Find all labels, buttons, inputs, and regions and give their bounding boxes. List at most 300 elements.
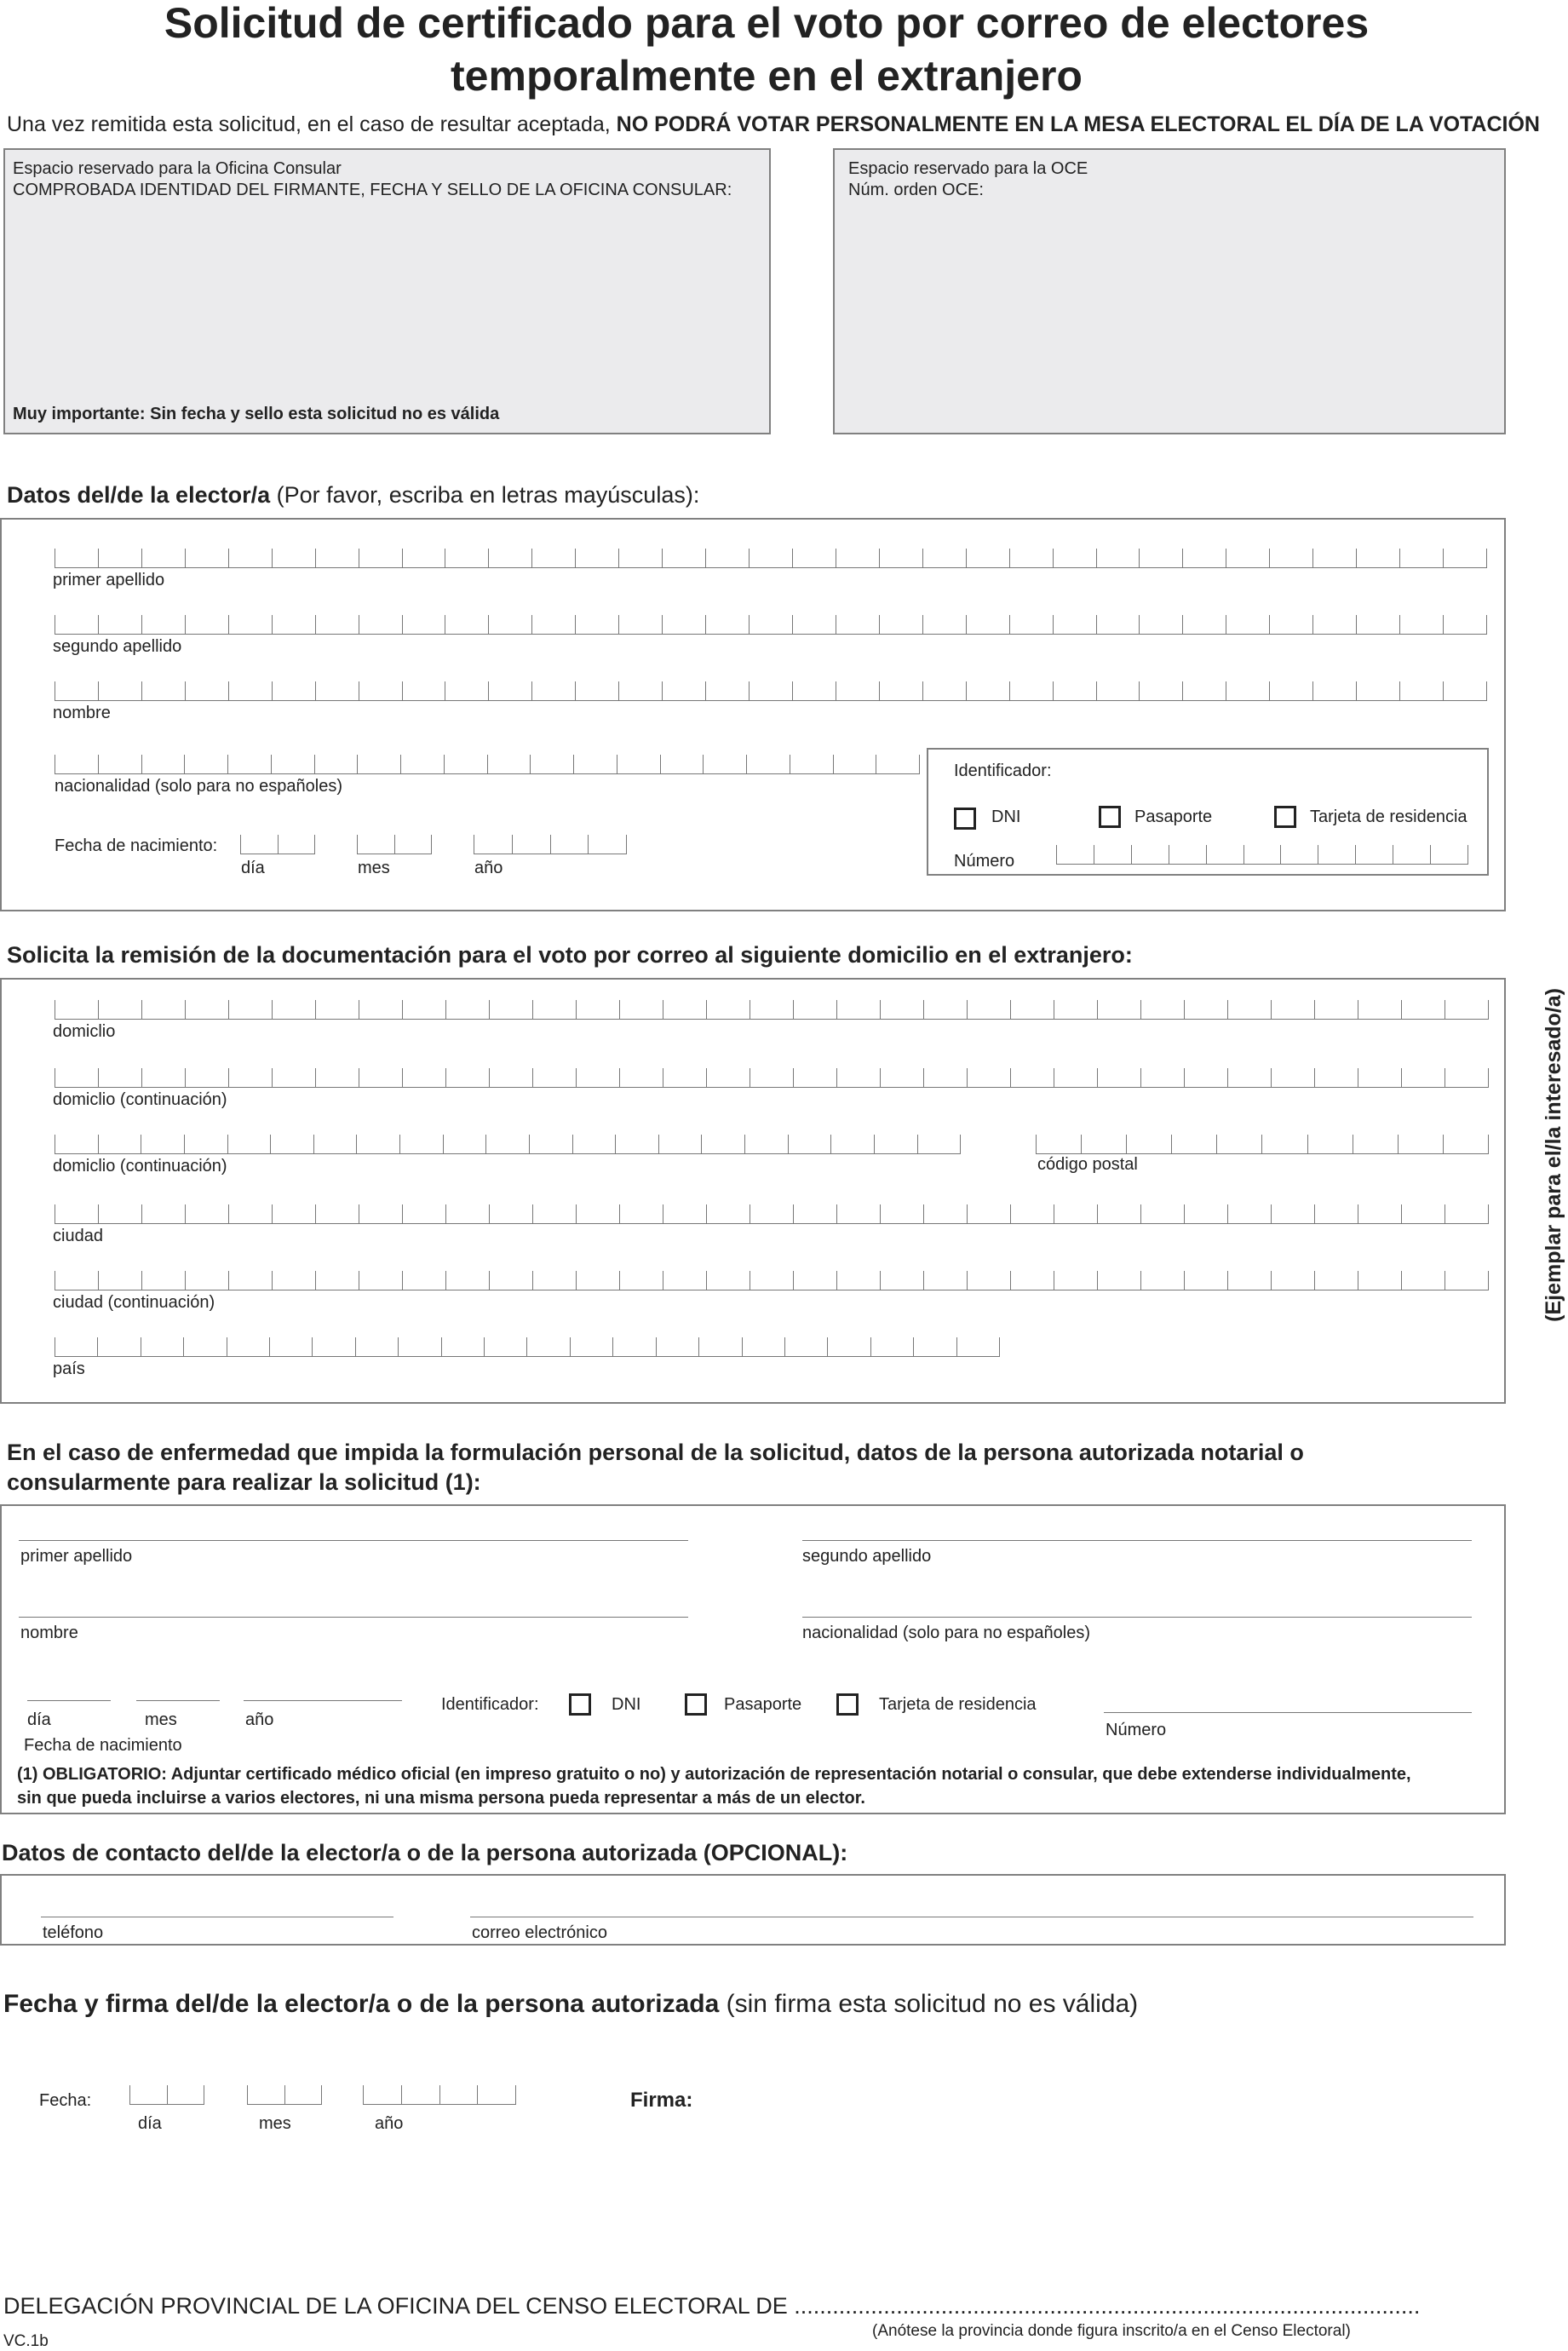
char-cell[interactable] [227,755,271,773]
char-cell[interactable] [399,1135,443,1153]
char-cell[interactable] [1010,1271,1054,1290]
char-cell[interactable] [573,755,617,773]
char-cell[interactable] [531,615,575,634]
char-cell[interactable] [315,1204,359,1223]
char-cell[interactable] [227,1337,269,1356]
char-cell[interactable] [98,681,141,700]
char-cell[interactable] [315,1000,359,1019]
char-cell[interactable] [588,835,627,854]
char-cell[interactable] [184,1135,227,1153]
char-cell[interactable] [619,1204,663,1223]
char-cell[interactable] [1271,1204,1314,1223]
char-cell[interactable] [1140,1204,1184,1223]
char-cell[interactable] [355,1337,398,1356]
char-cell[interactable] [55,1068,98,1087]
char-cell[interactable] [663,1000,706,1019]
auth-second-surname-field[interactable] [802,1540,1472,1541]
char-cell[interactable] [1314,1000,1358,1019]
postal-code-field[interactable] [1036,1135,1489,1154]
sign-month-field[interactable] [247,2085,322,2105]
char-cell[interactable] [530,755,573,773]
char-cell[interactable] [1216,1135,1261,1153]
char-cell[interactable] [359,615,402,634]
char-cell[interactable] [575,615,618,634]
char-cell[interactable] [1401,1271,1445,1290]
char-cell[interactable] [1226,549,1269,567]
char-cell[interactable] [1312,681,1356,700]
char-cell[interactable] [489,1271,532,1290]
char-cell[interactable] [1269,549,1312,567]
char-cell[interactable] [532,1068,576,1087]
auth-first-surname-field[interactable] [19,1540,688,1541]
char-cell[interactable] [1096,681,1140,700]
char-cell[interactable] [489,1000,532,1019]
char-cell[interactable] [576,1204,619,1223]
char-cell[interactable] [141,1135,184,1153]
char-cell[interactable] [185,681,228,700]
char-cell[interactable] [357,755,400,773]
char-cell[interactable] [1356,681,1399,700]
char-cell[interactable] [618,615,662,634]
char-cell[interactable] [402,1271,445,1290]
char-cell[interactable] [98,1068,141,1087]
char-cell[interactable] [141,681,185,700]
char-cell[interactable] [484,1337,526,1356]
char-cell[interactable] [98,549,141,567]
char-cell[interactable] [750,1000,793,1019]
char-cell[interactable] [98,1135,141,1153]
char-cell[interactable] [836,615,879,634]
char-cell[interactable] [1097,1204,1140,1223]
auth-month-field[interactable] [136,1700,220,1701]
char-cell[interactable] [1443,1135,1489,1153]
char-cell[interactable] [703,755,746,773]
char-cell[interactable] [658,1135,702,1153]
char-cell[interactable] [662,615,705,634]
char-cell[interactable] [1184,1204,1227,1223]
char-cell[interactable] [792,615,836,634]
char-cell[interactable] [793,1271,836,1290]
char-cell[interactable] [1010,1068,1054,1087]
char-cell[interactable] [1356,615,1399,634]
char-cell[interactable] [185,615,228,634]
char-cell[interactable] [532,1000,576,1019]
auth-name-field[interactable] [19,1617,688,1618]
char-cell[interactable] [1314,1204,1358,1223]
char-cell[interactable] [445,681,488,700]
auth-residence-card-checkbox[interactable] [836,1693,859,1716]
char-cell[interactable] [445,1068,489,1087]
char-cell[interactable] [922,681,966,700]
char-cell[interactable] [836,1068,880,1087]
char-cell[interactable] [1053,681,1096,700]
auth-dni-checkbox[interactable] [569,1693,591,1716]
char-cell[interactable] [228,681,272,700]
char-cell[interactable] [1053,549,1096,567]
char-cell[interactable] [1226,681,1269,700]
char-cell[interactable] [445,1000,489,1019]
char-cell[interactable] [1269,681,1312,700]
char-cell[interactable] [706,1000,750,1019]
char-cell[interactable] [240,835,278,854]
char-cell[interactable] [750,1204,793,1223]
char-cell[interactable] [359,681,402,700]
char-cell[interactable] [400,755,444,773]
char-cell[interactable] [359,1068,402,1087]
char-cell[interactable] [836,1000,880,1019]
char-cell[interactable] [272,1271,315,1290]
char-cell[interactable] [1139,681,1182,700]
char-cell[interactable] [1280,845,1318,864]
char-cell[interactable] [531,549,575,567]
char-cell[interactable] [793,1204,836,1223]
char-cell[interactable] [1096,615,1140,634]
char-cell[interactable] [742,1337,784,1356]
char-cell[interactable] [618,681,662,700]
char-cell[interactable] [879,681,922,700]
char-cell[interactable] [314,755,358,773]
char-cell[interactable] [526,1337,569,1356]
char-cell[interactable] [792,681,836,700]
char-cell[interactable] [749,681,792,700]
char-cell[interactable] [477,2085,516,2104]
char-cell[interactable] [1009,615,1053,634]
char-cell[interactable] [619,1000,663,1019]
char-cell[interactable] [271,755,314,773]
first-surname-field[interactable] [55,549,1487,568]
char-cell[interactable] [532,1271,576,1290]
char-cell[interactable] [1010,1204,1054,1223]
char-cell[interactable] [185,1068,228,1087]
char-cell[interactable] [913,1337,956,1356]
char-cell[interactable] [1445,1068,1489,1087]
char-cell[interactable] [443,1135,486,1153]
char-cell[interactable] [55,549,98,567]
char-cell[interactable] [967,1271,1010,1290]
char-cell[interactable] [662,549,705,567]
char-cell[interactable] [357,835,394,854]
char-cell[interactable] [269,1337,312,1356]
char-cell[interactable] [1010,1000,1054,1019]
char-cell[interactable] [185,1271,228,1290]
char-cell[interactable] [966,615,1009,634]
char-cell[interactable] [1443,549,1487,567]
char-cell[interactable] [315,615,359,634]
char-cell[interactable] [98,755,141,773]
char-cell[interactable] [1182,615,1226,634]
char-cell[interactable] [1227,1068,1271,1087]
char-cell[interactable] [1140,1271,1184,1290]
char-cell[interactable] [923,1068,967,1087]
char-cell[interactable] [532,1204,576,1223]
nationality-field[interactable] [55,755,920,774]
city-field[interactable] [55,1204,1489,1224]
char-cell[interactable] [141,1000,185,1019]
char-cell[interactable] [97,1337,140,1356]
second-surname-field[interactable] [55,615,1487,635]
auth-id-number-field[interactable] [1104,1712,1472,1713]
char-cell[interactable] [55,681,98,700]
char-cell[interactable] [272,1204,315,1223]
char-cell[interactable] [55,1000,98,1019]
char-cell[interactable] [1140,1000,1184,1019]
char-cell[interactable] [923,1271,967,1290]
char-cell[interactable] [55,1135,98,1153]
char-cell[interactable] [315,1271,359,1290]
char-cell[interactable] [1206,845,1243,864]
char-cell[interactable] [55,615,98,634]
char-cell[interactable] [793,1000,836,1019]
char-cell[interactable] [967,1204,1010,1223]
char-cell[interactable] [1171,1135,1216,1153]
char-cell[interactable] [1227,1204,1271,1223]
char-cell[interactable] [1126,1135,1171,1153]
dni-checkbox[interactable] [954,808,976,830]
residence-card-checkbox[interactable] [1274,806,1296,828]
char-cell[interactable] [228,1000,272,1019]
char-cell[interactable] [55,755,98,773]
char-cell[interactable] [923,1204,967,1223]
domicile-field[interactable] [55,1000,1489,1020]
char-cell[interactable] [315,681,359,700]
char-cell[interactable] [705,549,749,567]
char-cell[interactable] [402,681,445,700]
char-cell[interactable] [183,1337,226,1356]
char-cell[interactable] [1054,1000,1097,1019]
char-cell[interactable] [967,1068,1010,1087]
char-cell[interactable] [394,835,433,854]
char-cell[interactable] [141,755,185,773]
char-cell[interactable] [227,1135,271,1153]
char-cell[interactable] [445,615,488,634]
char-cell[interactable] [1443,615,1487,634]
char-cell[interactable] [576,1068,619,1087]
char-cell[interactable] [402,1204,445,1223]
char-cell[interactable] [618,549,662,567]
char-cell[interactable] [401,2085,439,2104]
char-cell[interactable] [315,1068,359,1087]
char-cell[interactable] [1399,681,1443,700]
char-cell[interactable] [402,615,445,634]
char-cell[interactable] [575,549,618,567]
char-cell[interactable] [1271,1068,1314,1087]
char-cell[interactable] [247,2085,284,2104]
char-cell[interactable] [1318,845,1355,864]
char-cell[interactable] [141,549,185,567]
birth-day-field[interactable] [240,835,315,854]
char-cell[interactable] [445,1271,489,1290]
char-cell[interactable] [98,1271,141,1290]
char-cell[interactable] [1399,549,1443,567]
char-cell[interactable] [790,755,833,773]
char-cell[interactable] [312,1337,354,1356]
char-cell[interactable] [1312,615,1356,634]
char-cell[interactable] [1307,1135,1353,1153]
char-cell[interactable] [917,1135,962,1153]
char-cell[interactable] [402,1000,445,1019]
char-cell[interactable] [1056,845,1094,864]
char-cell[interactable] [512,835,550,854]
char-cell[interactable] [749,549,792,567]
char-cell[interactable] [662,681,705,700]
auth-passport-checkbox[interactable] [685,1693,707,1716]
char-cell[interactable] [141,1068,185,1087]
char-cell[interactable] [489,1068,532,1087]
char-cell[interactable] [550,835,589,854]
char-cell[interactable] [1097,1068,1140,1087]
char-cell[interactable] [1261,1135,1307,1153]
char-cell[interactable] [1036,1135,1081,1153]
id-number-field[interactable] [1056,845,1468,865]
char-cell[interactable] [228,549,272,567]
char-cell[interactable] [698,1337,741,1356]
char-cell[interactable] [1053,615,1096,634]
name-field[interactable] [55,681,1487,701]
char-cell[interactable] [141,1271,185,1290]
char-cell[interactable] [1401,1204,1445,1223]
char-cell[interactable] [870,1337,913,1356]
char-cell[interactable] [278,835,316,854]
char-cell[interactable] [98,615,141,634]
char-cell[interactable] [402,549,445,567]
char-cell[interactable] [1009,681,1053,700]
char-cell[interactable] [749,615,792,634]
char-cell[interactable] [656,1337,698,1356]
auth-day-field[interactable] [27,1700,111,1701]
char-cell[interactable] [1097,1271,1140,1290]
char-cell[interactable] [617,755,660,773]
passport-checkbox[interactable] [1099,806,1121,828]
char-cell[interactable] [619,1068,663,1087]
char-cell[interactable] [1169,845,1206,864]
char-cell[interactable] [923,1000,967,1019]
char-cell[interactable] [359,1204,402,1223]
char-cell[interactable] [744,1135,788,1153]
char-cell[interactable] [529,1135,572,1153]
country-field[interactable] [55,1337,1000,1357]
char-cell[interactable] [356,1135,399,1153]
domicile-cont2-field[interactable] [55,1135,961,1154]
char-cell[interactable] [836,1204,880,1223]
char-cell[interactable] [485,1135,529,1153]
char-cell[interactable] [531,681,575,700]
char-cell[interactable] [398,1337,440,1356]
char-cell[interactable] [1054,1271,1097,1290]
char-cell[interactable] [956,1337,1000,1356]
char-cell[interactable] [793,1068,836,1087]
char-cell[interactable] [792,549,836,567]
char-cell[interactable] [836,549,879,567]
char-cell[interactable] [1398,1135,1443,1153]
char-cell[interactable] [363,2085,401,2104]
char-cell[interactable] [1430,845,1468,864]
char-cell[interactable] [444,755,487,773]
char-cell[interactable] [1353,1135,1398,1153]
char-cell[interactable] [967,1000,1010,1019]
char-cell[interactable] [315,549,359,567]
sign-year-field[interactable] [363,2085,516,2105]
char-cell[interactable] [746,755,790,773]
char-cell[interactable] [876,755,920,773]
char-cell[interactable] [922,549,966,567]
char-cell[interactable] [880,1204,923,1223]
char-cell[interactable] [705,615,749,634]
char-cell[interactable] [615,1135,658,1153]
char-cell[interactable] [1356,549,1399,567]
char-cell[interactable] [833,755,876,773]
char-cell[interactable] [706,1068,750,1087]
char-cell[interactable] [1443,681,1487,700]
char-cell[interactable] [1445,1204,1489,1223]
char-cell[interactable] [1358,1068,1401,1087]
char-cell[interactable] [1358,1271,1401,1290]
char-cell[interactable] [141,1337,183,1356]
char-cell[interactable] [228,1068,272,1087]
char-cell[interactable] [185,1204,228,1223]
char-cell[interactable] [830,1135,874,1153]
char-cell[interactable] [879,615,922,634]
char-cell[interactable] [570,1337,612,1356]
char-cell[interactable] [1097,1000,1140,1019]
char-cell[interactable] [784,1337,827,1356]
char-cell[interactable] [575,681,618,700]
char-cell[interactable] [706,1204,750,1223]
char-cell[interactable] [284,2085,323,2104]
char-cell[interactable] [1096,549,1140,567]
char-cell[interactable] [228,1271,272,1290]
char-cell[interactable] [445,549,488,567]
city-cont-field[interactable] [55,1271,1489,1290]
char-cell[interactable] [359,549,402,567]
char-cell[interactable] [1243,845,1281,864]
char-cell[interactable] [1139,615,1182,634]
char-cell[interactable] [487,755,531,773]
char-cell[interactable] [663,1068,706,1087]
sign-day-field[interactable] [129,2085,204,2105]
char-cell[interactable] [750,1271,793,1290]
char-cell[interactable] [576,1271,619,1290]
char-cell[interactable] [1054,1068,1097,1087]
char-cell[interactable] [1140,1068,1184,1087]
char-cell[interactable] [701,1135,744,1153]
char-cell[interactable] [228,615,272,634]
char-cell[interactable] [874,1135,917,1153]
char-cell[interactable] [1271,1000,1314,1019]
char-cell[interactable] [272,1000,315,1019]
char-cell[interactable] [663,1271,706,1290]
char-cell[interactable] [359,1000,402,1019]
char-cell[interactable] [1401,1000,1445,1019]
char-cell[interactable] [1312,549,1356,567]
char-cell[interactable] [880,1000,923,1019]
char-cell[interactable] [750,1068,793,1087]
char-cell[interactable] [185,1000,228,1019]
char-cell[interactable] [1314,1068,1358,1087]
char-cell[interactable] [1184,1000,1227,1019]
char-cell[interactable] [966,549,1009,567]
char-cell[interactable] [1131,845,1169,864]
char-cell[interactable] [1269,615,1312,634]
char-cell[interactable] [272,549,315,567]
char-cell[interactable] [706,1271,750,1290]
char-cell[interactable] [55,1204,98,1223]
char-cell[interactable] [1182,549,1226,567]
char-cell[interactable] [272,1068,315,1087]
char-cell[interactable] [1184,1271,1227,1290]
char-cell[interactable] [272,615,315,634]
char-cell[interactable] [922,615,966,634]
char-cell[interactable] [880,1271,923,1290]
